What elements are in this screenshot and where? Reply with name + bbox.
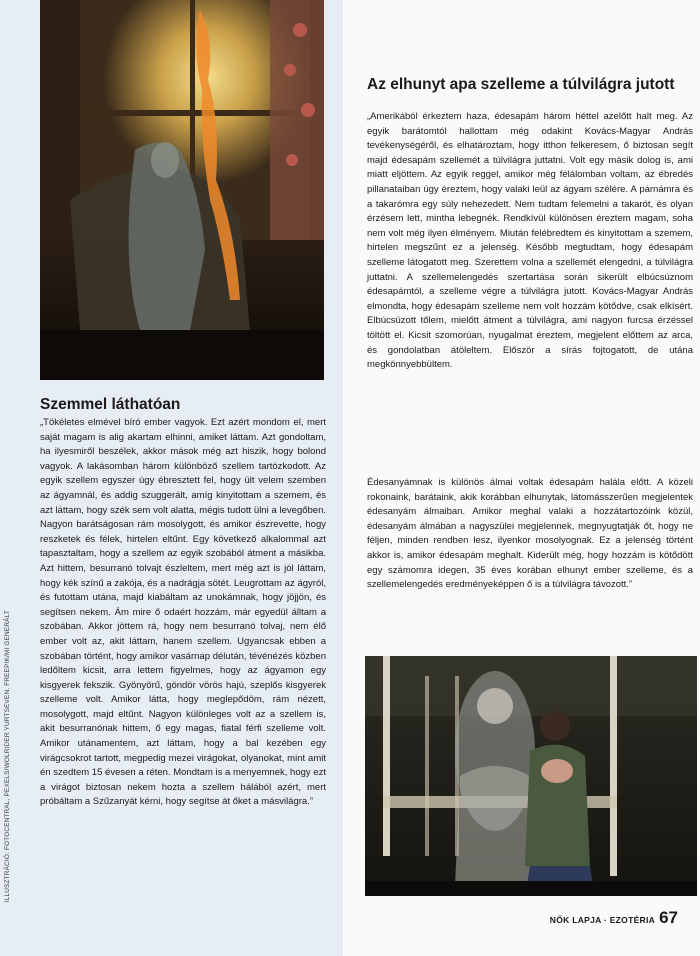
page-number: 67 [659,908,678,927]
right-article-heading: Az elhunyt apa szelleme a túlvilágra jutott [367,76,675,93]
page-footer [550,908,678,928]
left-article-heading: Szemmel láthatóan [40,396,181,413]
magazine-name: NŐK LAPJA · EZOTÉRIA [549,915,656,925]
left-article-body: „Tökéletes elmével bíró ember vagyok. Ezt azért mondom el, mert saját magam is alig akartam elhinni, amiket láttam. Azt gondoltam, ha ilyesmiről beszélek, akkor mások még azt hiszik, hogy bolond vagyok. A lakásomban három különböző szellem tartózkodott. Az egyik szellem egyszer úgy ébresztett fel, hogy ült velem szemben az ágyamnál, és addig szuggerált, amíg kinyitottam a szemem, és azt láttam, hogy szék sem volt alatta, mégis tudott ülni a levegőben. Nagyon barátságosan rám mosolygott, és amikor észrevette, hogy reszketek és félek, hirtelen eltűnt. Egy következő alkalommal azt tapasztaltam, hogy a szellem az egyik szobából átment a másikba. Azt hittem, besurranó tolvajt észleltem, mert még azt is jól láttam, hogy kék színű a zakója, és a nadrágja sötét. Leugrottam az ágyról, és futottam utána, majd kiabáltam az unokámnak, hogy jöjjön, és segítsen nekem. Ám mire ő odaért hozzám, már egyedül álltam a szobában. Akkor jöttem rá, hogy nem besurranó tolvaj, nem élő ember volt az, akit láttam, hanem szellem. Ugyancsak ebben a szobában történt, hogy amikor vasárnap délután, tévénézés közben ledőltem kicsit, arra lettem figyelmes, hogy az ágyamon egy kisgyerek fekszik. Gyönyörű, göndör vörös hajú, szeplős kisgyerek szelleme volt. Amikor látta, hogy meglepődöm, rám nézett, mosolygott, majd eltűnt. Nagyon különleges volt az a szellem is, akit besurranónak hittem, ő egy magas, fiatal férfi szelleme volt. Amikor utánamentem, azt láttam, hogy a bal kezében egy virágcsokrot tartott, megpedig mezei virágokat, olyanokat, mint amit én szedtem 15 évesen a réten. Mondtam is a menyemnek, hogy ezt a virágot biztosan nekem hozta a szellem hálából azért, mert próbáltam a Szűzanyát kérni, hogy segítse át őket a másvilágra.” [40,417,326,808]
right-article-body-paragraph-1: „Amerikából érkeztem haza, édesapám három héttel azelőtt halt meg. Az egyik barátomtól hallottam még odakint Kovács-Magyar András tevékenységéről, és elhatároztam, hogy itthon felkeresem, ő biztosan segít majd édesapám szellemét a túlvilágra juttatni. Volt egy másik dolog is, ami miatt eljöttem. Az egyik reggel, amikor még félálomban voltam, az ébredés pillanataiban úgy éreztem, hogy valaki leül az ágyam szélére. A párnámra és a takarómra egy súly nehezedett. Nem tudtam felemelni a takarót, és olyan érzésem lett, mintha lebegnék. Rendkívül különösen éreztem magam, soha nem volt még ilyen élményem. Miután felébredtem és kinyitottam a szemem, hirtelen megszűnt ez a jelenség. Később megtudtam, hogy édesapám szelleme látogatott meg. Szerettem volna a szellemét elengedni, a túlvilágra juttatni. A szellemelengedés szertartása során sikerült elbúcsúznom édesapámtól, a szelleme végre a túlvilágra jutott. Kovács-Magyar András elmondta, hogy édesapám szelleme nem volt hozzám kötődve, csak elkísért. Elbúcsúzott tőlem, mielőtt átment a túlvilágra, ami nagyon furcsa érzéssel töltött el. Kicsit szomorúan, nyugalmat éreztem, megjelent előttem az arca, és gondolatban átöleltem. Először a sírás fojtogatott, de utána megkönnyebbültem. [367,111,693,371]
ghost-window-photo-illustration [40,0,324,380]
mother-child-ghost-photo [365,656,697,896]
mother-child-ghost-photo-illustration [365,656,697,896]
ghost-window-photo [40,0,324,380]
right-article-body-paragraph-2: Édesanyámnak is különös álmai voltak édesapám halála előtt. A közeli rokonaink, barátaink, akik korábban elhunytak, látomásszerűen megjelentek édesanyám álmaiban. Amikor meghal valaki a hozzátartozóink közül, édesanyám álmában a nagyszülei megjelennek, megnyugtatják őt, hogy ne féljen, minden rendben lesz, ilyenkor mosolyognak. Ez a jelenség történt akkor is, amikor édesapám meghalt. Kiderült még, hogy hozzám is kötődött egy számomra idegen, 35 éves korában elhunyt ember szelleme, és a szellemelengedés eredményeképpen ő is a túlvilágra távozott.” [367,477,693,591]
photo-credit: ILLUSZTRÁCIÓ: FOTOCENTRAL, PEXELS/WOLRIDER YURTSEVEN, FREEPIK/MI GENERÁLT [4,610,11,903]
